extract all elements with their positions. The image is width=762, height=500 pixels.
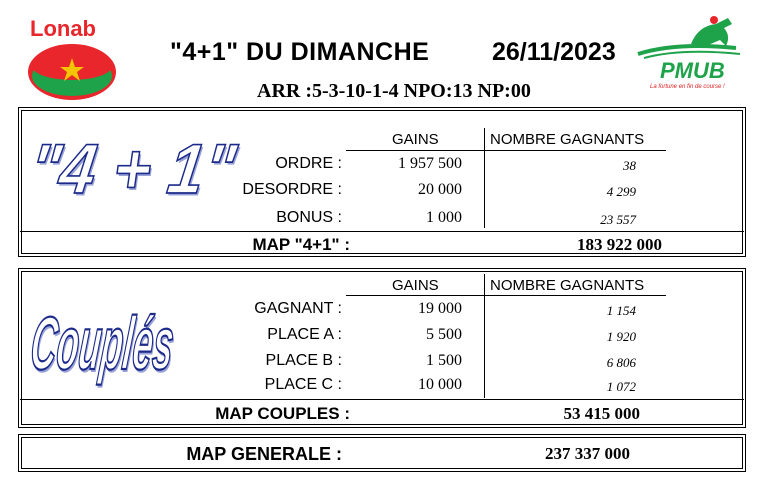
couples-row-gain: 10 000 [418, 376, 462, 393]
race-date: 26/11/2023 [492, 38, 616, 66]
couples-row-gain: 1 500 [426, 352, 462, 369]
couples-row-label: PLACE C : [264, 376, 342, 393]
couples-big-label: Couplés [27, 301, 178, 386]
couples-col-gains: GAINS [392, 277, 439, 294]
result-line: ARR :5-3-10-1-4 NPO:13 NP:00 [257, 80, 531, 102]
quatre-big-label: "4 + 1" [24, 129, 241, 209]
lonab-logo-text: Lonab [30, 16, 96, 41]
couples-row-winners: 1 154 [606, 303, 636, 318]
general-map-label: MAP GENERALE : [186, 444, 342, 464]
couples-row-gain: 5 500 [426, 326, 462, 343]
couples-map-label: MAP COUPLES : [215, 404, 350, 423]
quatre-row-label: ORDRE : [275, 155, 342, 172]
quatre-map-label: MAP "4+1" : [252, 235, 350, 254]
quatre-map-line [20, 231, 744, 232]
horse-jockey-icon [636, 14, 746, 64]
couples-row-label: GAGNANT : [254, 300, 342, 317]
couples-row-winners: 1 920 [606, 329, 636, 344]
pmub-tagline: La fortune en fin de course ! [650, 84, 725, 90]
quatre-row-label: DESORDRE : [242, 181, 342, 198]
quatre-header-line [346, 150, 666, 151]
quatre-col-winners: NOMBRE GAGNANTS [490, 131, 645, 148]
quatre-row-gain: 1 957 500 [398, 155, 462, 172]
quatre-row-gain: 1 000 [426, 209, 462, 226]
couples-row-winners: 6 806 [606, 355, 636, 370]
couples-row-label: PLACE B : [265, 352, 342, 369]
quatre-row-winners: 38 [623, 158, 636, 173]
pmub-logo-text: PMUB [660, 58, 725, 83]
general-map-value: 237 337 000 [545, 444, 630, 463]
quatre-col-divider [484, 128, 485, 228]
pmub-logo [636, 14, 746, 64]
quatre-row-winners: 4 299 [606, 184, 636, 199]
quatre-row-gain: 20 000 [418, 181, 462, 198]
quatre-map-value: 183 922 000 [577, 235, 662, 254]
couples-row-label: PLACE A : [267, 326, 342, 343]
couples-header-line [346, 295, 666, 296]
couples-col-winners: NOMBRE GAGNANTS [490, 277, 645, 294]
quatre-col-gains: GAINS [392, 131, 439, 148]
couples-row-gain: 19 000 [418, 300, 462, 317]
couples-map-value: 53 415 000 [563, 404, 640, 423]
couples-col-divider [484, 274, 485, 398]
page-title: "4+1" DU DIMANCHE [170, 38, 430, 66]
quatre-row-label: BONUS : [276, 209, 342, 226]
couples-map-line [20, 399, 744, 400]
quatre-row-winners: 23 557 [600, 212, 636, 227]
couples-row-winners: 1 072 [606, 379, 636, 394]
